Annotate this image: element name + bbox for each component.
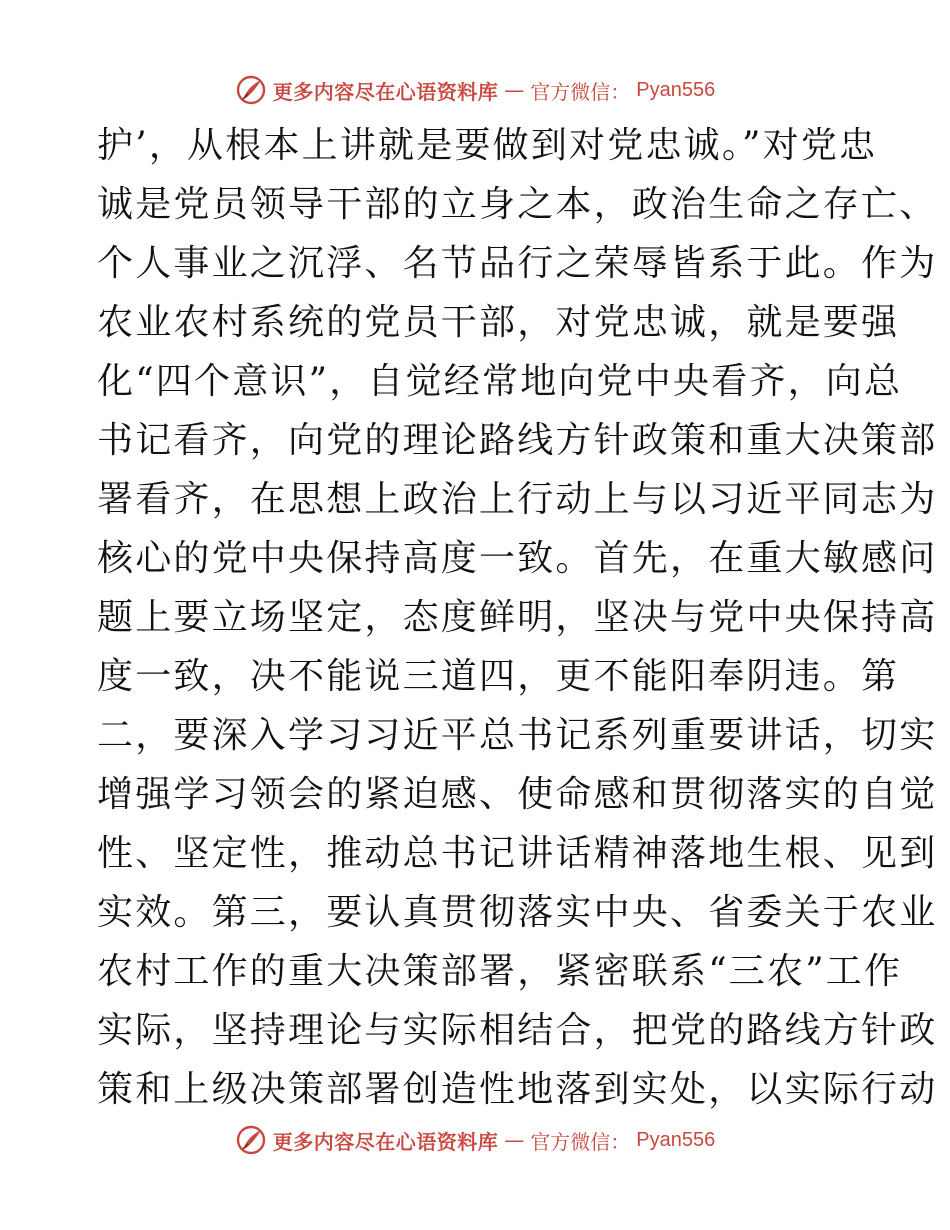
body-line: 二，要深入学习习近平总书记系列重要讲话，切实 [97, 715, 938, 756]
body-line: 性、坚定性，推动总书记讲话精神落地生根、见到 [97, 833, 938, 874]
body-line: 书记看齐，向党的理论路线方针政策和重大决策部 [97, 420, 938, 461]
footer-watermark [0, 1122, 950, 1158]
watermark-wechat-account: Pyan556 [636, 78, 716, 101]
body-line: 护’，从根本上讲就是要做到对党忠诚。”对党忠 [97, 125, 878, 166]
watermark-wechat-account: Pyan556 [636, 1128, 716, 1151]
body-line: 实际，坚持理论与实际相结合，把党的路线方针政 [97, 1010, 938, 1051]
watermark-wechat-label: 官方微信： [530, 79, 631, 104]
body-line: 化“四个意识”，自觉经常地向党中央看齐，向总 [97, 361, 903, 402]
watermark-site-text: 更多内容尽在心语资料库 [272, 1129, 499, 1154]
body-line: 实效。第三，要认真贯彻落实中央、省委关于农业 [97, 892, 938, 933]
body-line: 度一致，决不能说三道四，更不能阳奉阴违。第 [97, 656, 900, 697]
watermark-wechat-label: 官方微信： [530, 1129, 631, 1154]
body-line: 署看齐，在思想上政治上行动上与以习近平同志为 [97, 479, 938, 520]
body-line: 诚是党员领导干部的立身之本，政治生命之存亡、 [97, 184, 938, 225]
body-line: 增强学习领会的紧迫感、使命感和贯彻落实的自觉 [97, 774, 938, 815]
watermark-separator: — [504, 1128, 525, 1152]
body-line: 核心的党中央保持高度一致。首先，在重大敏感问 [97, 538, 938, 579]
watermark-separator: — [504, 78, 525, 102]
body-line: 个人事业之沉浮、名节品行之荣辱皆系于此。作为 [97, 243, 938, 284]
quill-logo-icon [235, 74, 267, 106]
document-body [97, 116, 938, 1119]
watermark-site-text: 更多内容尽在心语资料库 [272, 79, 499, 104]
body-line: 策和上级决策部署创造性地落到实处，以实际行动 [97, 1069, 938, 1110]
quill-logo-icon [235, 1124, 267, 1156]
body-line: 题上要立场坚定，态度鲜明，坚决与党中央保持高 [97, 597, 938, 638]
header-watermark [0, 72, 950, 108]
body-line: 农业农村系统的党员干部，对党忠诚，就是要强 [97, 302, 900, 343]
body-line: 农村工作的重大决策部署，紧密联系“三农”工作 [97, 951, 903, 992]
